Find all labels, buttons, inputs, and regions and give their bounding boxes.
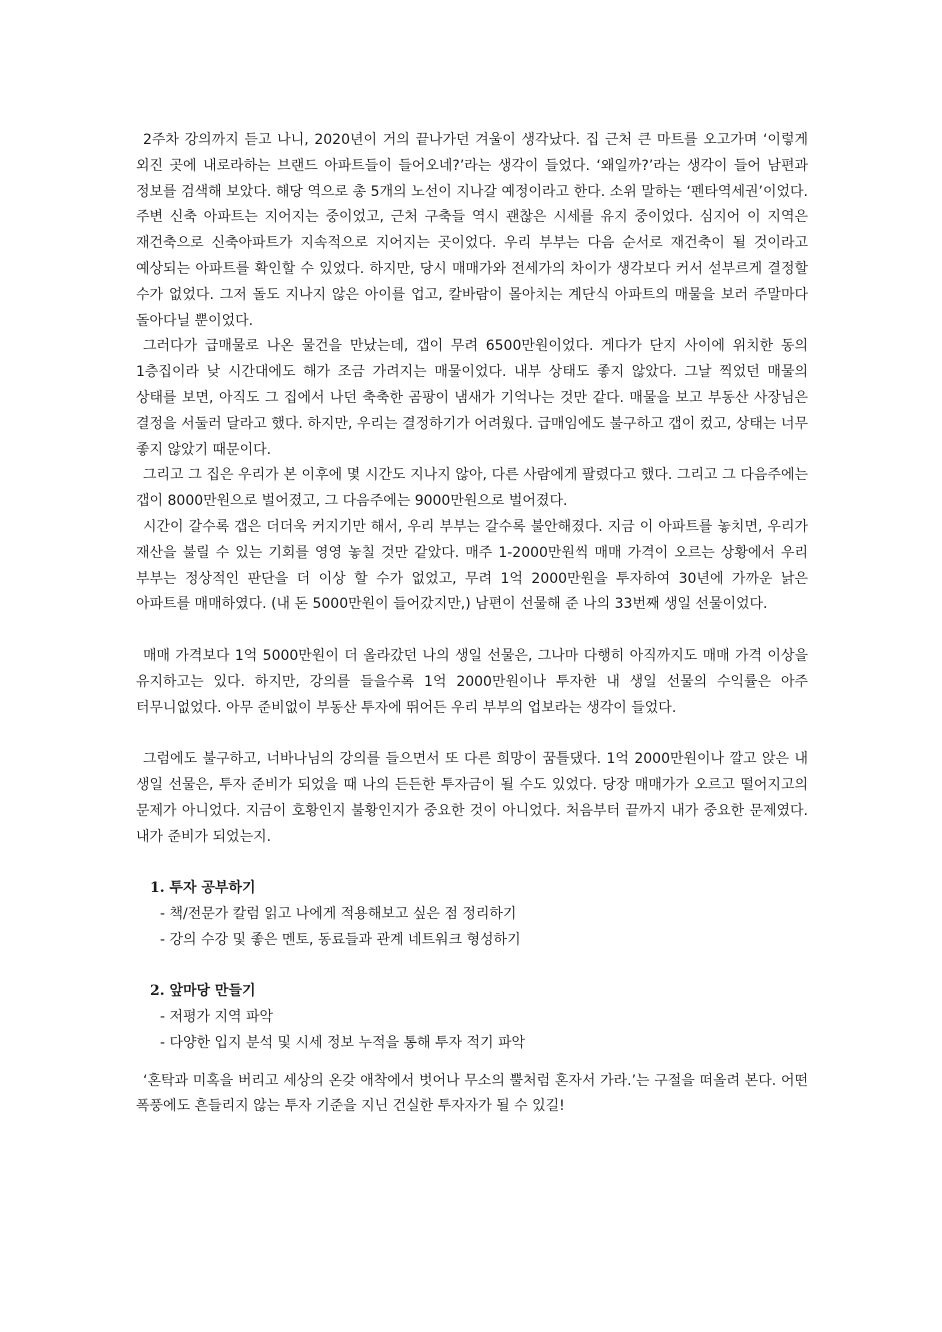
paragraph-closing-quote: ‘혼탁과 미혹을 버리고 세상의 온갖 애착에서 벗어나 무소의 뿔처럼 혼자서 가라.’는 구절을 떠올려 본다. 어떤 폭풍에도 흔들리지 않는 투자 기준을 지닌 건실한 투자자가 될 수 있길! — [136, 1072, 808, 1115]
plan-bullet: - 강의 수강 및 좋은 멘토, 동료들과 관계 네트워크 형성하기 — [160, 931, 521, 948]
plan-heading-study: 1. 투자 공부하기 — [150, 880, 256, 897]
paragraph-new-hope: 그럼에도 불구하고, 너바나님의 강의를 들으면서 또 다른 희망이 꿈틀댔다. 1억 2000만원이나 깔고 앉은 내 생일 선물은, 투자 준비가 되었을 때 나의 든든한 투자금이 될 수도 있었다. 당장 매매가가 오르고 떨어지고의 문제가 아니었다. 지금이 호황인지 불황인지가 중요한 것이 아니었다. 처음부터 끝까지 내가 중요한 문제였다. 내가 준비가 되었는지. — [136, 751, 808, 845]
paragraph-purchase-decision: 시간이 갈수록 갭은 더더욱 커지기만 해서, 우리 부부는 갈수록 불안해졌다. 지금 이 아파트를 놓치면, 우리가 재산을 불릴 수 있는 기회를 영영 놓칠 것만 같았다. 매주 1-2000만원씩 매매 가격이 오르는 상황에서 우리 부부는 정상적인 판단을 더 이상 할 수가 없었고, 무려 1억 2000만원을 투자하여 30년에 가까운 낡은 아파트를 매매하였다. (내 돈 5000만원이 들어갔지만,) 남편이 선물해 준 나의 33번째 생일 선물이었다. — [136, 518, 808, 613]
paragraph-spacer — [136, 850, 808, 876]
plan-bullet: - 저평가 지역 파악 — [160, 1009, 274, 1026]
paragraph-spacer — [136, 954, 808, 980]
paragraph-memory-winter: 2주차 강의까지 듣고 나니, 2020년이 거의 끝나가던 겨울이 생각났다. 집 근처 큰 마트를 오고가며 ‘이렇게 외진 곳에 내로라하는 브랜드 아파트들이 들어오네?’라는 생각이 들었다. ‘왜일까?’라는 생각이 들어 남편과 정보를 검색해 보았다. 해당 역으로 총 5개의 노선이 지나갈 예정이라고 한다. 소위 말하는 ‘펜타역세권’이었다. 주변 신축 아파트는 지어지는 중이었고, 근처 구축들 역시 괜찮은 시세를 유지 중이었다. 심지어 이 지역은 재건축으로 신축아파트가 지속적으로 지어지는 곳이었다. 우리 부부는 다음 순서로 재건축이 될 것이라고 예상되는 아파트를 확인할 수 있었다. 하지만, 당시 매매가와 전세가의 차이가 생각보다 커서 섣부르게 결정할 수가 없었다. 그저 돌도 지나지 않은 아이를 업고, 칼바람이 몰아치는 계단식 아파트의 매물을 보러 주말마다 돌아다닐 뿐이었다. — [136, 132, 808, 329]
paragraph-sold-gap-widened: 그리고 그 집은 우리가 본 이후에 몇 시간도 지나지 않아, 다른 사람에게 팔렸다고 했다. 그리고 그 다음주에는 갭이 8000만원으로 벌어졌고, 그 다음주에는 9000만원으로 벌어졌다. — [136, 467, 808, 510]
plan-bullet: - 책/전문가 칼럼 읽고 나에게 적용해보고 싶은 점 정리하기 — [160, 905, 517, 922]
document-body — [136, 128, 808, 1120]
plan-heading-front-yard: 2. 앞마당 만들기 — [150, 983, 256, 1000]
paragraph-urgent-listing: 그러다가 급매물로 나온 물건을 만났는데, 갭이 무려 6500만원이었다. 게다가 단지 사이에 위치한 동의 1층집이라 낮 시간대에도 해가 조금 가려지는 매물이었다. 내부 상태도 좋지 않았다. 그날 찍었던 매물의 상태를 보면, 아직도 그 집에서 나던 축축한 곰팡이 냄새가 기억나는 것만 같다. 매물을 보고 부동산 사장님은 결정을 서둘러 달라고 했다. 하지만, 우리는 결정하기가 어려웠다. 급매임에도 불구하고 갭이 컸고, 상태는 너무 좋지 않았기 때문이다. — [136, 338, 808, 458]
plan-section-front-yard — [136, 979, 808, 1056]
paragraph-birthday-gift-value: 매매 가격보다 1억 5000만원이 더 올라갔던 나의 생일 선물은, 그나마 다행히 아직까지도 매매 가격 이상을 유지하고는 있다. 하지만, 강의를 들을수록 1억 2000만원이나 투자한 내 생일 선물의 수익률은 아주 터무니없었다. 아무 준비없이 부동산 투자에 뛰어든 우리 부부의 업보라는 생각이 들었다. — [136, 647, 808, 716]
plan-section-study — [136, 876, 808, 953]
paragraph-spacer — [136, 618, 808, 644]
plan-bullet: - 다양한 입지 분석 및 시세 정보 누적을 통해 투자 적기 파악 — [160, 1034, 526, 1051]
paragraph-spacer — [136, 1057, 808, 1069]
paragraph-spacer — [136, 721, 808, 747]
